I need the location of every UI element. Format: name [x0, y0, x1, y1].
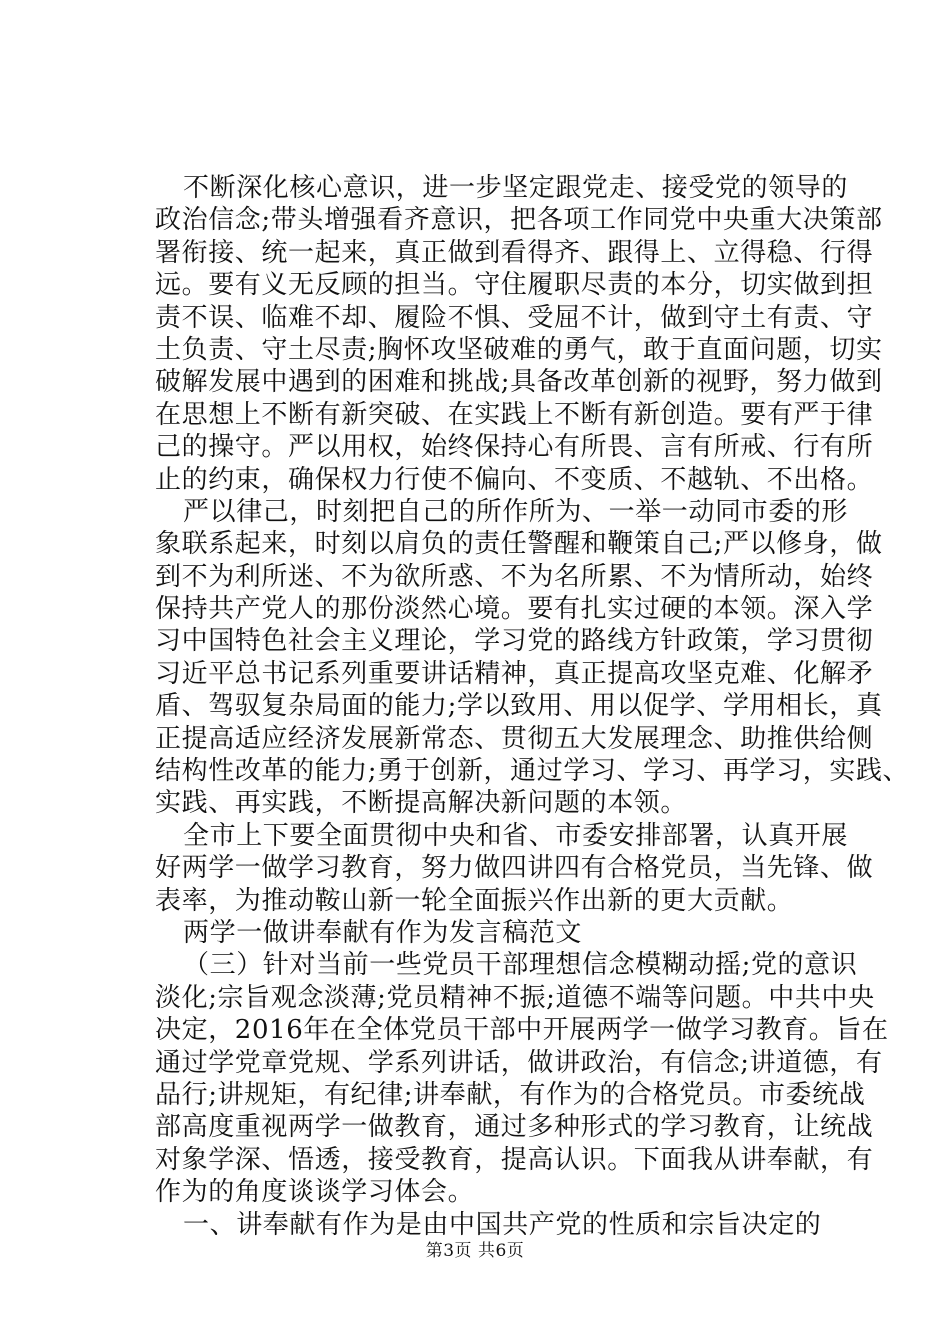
text-line: 两学一做讲奉献有作为发言稿范文	[183, 917, 583, 948]
text-line: 保持共产党人的那份淡然心境。要有扎实过硬的本领。深入学	[155, 594, 874, 625]
text-line: 盾、驾驭复杂局面的能力;学以致用、用以促学、学用相长，真	[155, 691, 883, 722]
text-line: 到不为利所迷、不为欲所惑、不为名所累、不为情所动，始终	[155, 561, 874, 592]
text-line: 止的约束，确保权力行使不偏向、不变质、不越轨、不出格。	[155, 464, 874, 495]
text-line: 象联系起来，时刻以肩负的责任警醒和鞭策自己;严以修身，做	[155, 529, 883, 560]
text-line: 结构性改革的能力;勇于创新，通过学习、学习、再学习，实践、	[155, 756, 910, 787]
text-line: 通过学党章党规、学系列讲话，做讲政治，有信念;讲道德，有	[155, 1047, 883, 1078]
text-line: 远。要有义无反顾的担当。守住履职尽责的本分，切实做到担	[155, 270, 874, 301]
text-line: 全市上下要全面贯彻中央和省、市委安排部署，认真开展	[183, 820, 849, 851]
document-body	[155, 172, 910, 1241]
text-line: 习中国特色社会主义理论，学习党的路线方针政策，学习贯彻	[155, 626, 874, 657]
text-line: 实践、再实践，不断提高解决新问题的本领。	[155, 788, 688, 819]
text-line: 淡化;宗旨观念淡薄;党员精神不振;道德不端等问题。中共中央	[155, 982, 875, 1013]
text-line: 决定，2016年在全体党员干部中开展两学一做学习教育。旨在	[155, 1015, 889, 1046]
text-line: 对象学深、悟透，接受教育，提高认识。下面我从讲奉献，有	[155, 1144, 874, 1175]
text-line: 部高度重视两学一做教育，通过多种形式的学习教育，让统战	[155, 1112, 874, 1143]
page-number-footer: 第3页 共6页	[425, 1241, 525, 1261]
text-line: （三）针对当前一些党员干部理想信念模糊动摇;党的意识	[183, 950, 858, 981]
text-line: 习近平总书记系列重要讲话精神，真正提高攻坚克难、化解矛	[155, 658, 874, 689]
text-line: 正提高适应经济发展新常态、贯彻五大发展理念、助推供给侧	[155, 723, 874, 754]
text-line: 一、讲奉献有作为是由中国共产党的性质和宗旨决定的	[183, 1209, 822, 1240]
text-line: 严以律己，时刻把自己的所作所为、一举一动同市委的形	[183, 496, 849, 527]
text-line: 表率，为推动鞍山新一轮全面振兴作出新的更大贡献。	[155, 885, 794, 916]
text-line: 责不误、临难不却、履险不惧、受屈不计，做到守土有责、守	[155, 302, 874, 333]
text-line: 作为的角度谈谈学习体会。	[155, 1177, 475, 1208]
text-line: 破解发展中遇到的困难和挑战;具备改革创新的视野，努力做到	[155, 367, 883, 398]
text-line: 政治信念;带头增强看齐意识，把各项工作同党中央重大决策部	[155, 205, 883, 236]
text-line: 品行;讲规矩，有纪律;讲奉献，有作为的合格党员。市委统战	[155, 1079, 866, 1110]
text-line: 己的操守。严以用权，始终保持心有所畏、言有所戒、行有所	[155, 432, 874, 463]
text-line: 不断深化核心意识，进一步坚定跟党走、接受党的领导的	[183, 173, 849, 203]
text-line: 土负责、守土尽责;胸怀攻坚破难的勇气，敢于直面问题，切实	[155, 334, 883, 365]
text-line: 在思想上不断有新突破、在实践上不断有新创造。要有严于律	[155, 399, 874, 430]
text-line: 署衔接、统一起来，真正做到看得齐、跟得上、立得稳、行得	[155, 237, 874, 268]
text-line: 好两学一做学习教育，努力做四讲四有合格党员，当先锋、做	[155, 853, 874, 884]
